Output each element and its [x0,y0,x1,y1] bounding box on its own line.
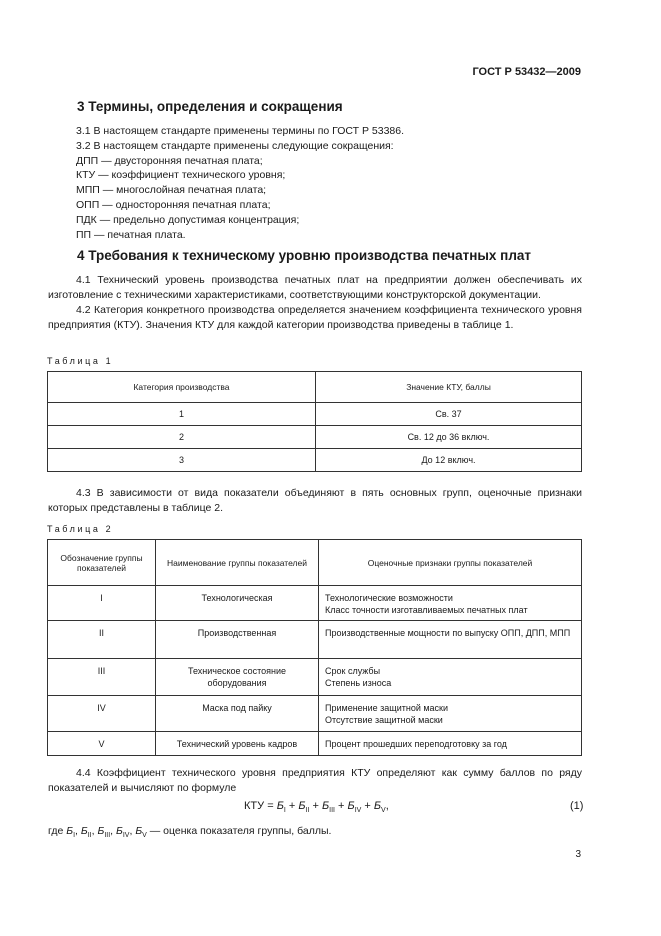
table-header: Оценочные признаки группы показателей [319,540,582,586]
formula-number: (1) [570,800,584,812]
page-number: 3 [575,849,581,860]
table-2-caption: Таблица 2 [47,524,114,534]
section-3-line: ОПП — односторонняя печатная плата; [76,198,271,211]
paragraph-4-3: 4.3 В зависимости от вида показатели объединяют в пять основных групп, оценочные признаки которых представлены в таблице 2. [48,487,582,514]
table-cell: Технологические возможности Класс точности изготавливаемых печатных плат [319,586,582,621]
section-3-line: 3.2 В настоящем стандарте применены следующие сокращения: [76,139,394,152]
paragraph-4-2: 4.2 Категория конкретного производства определяется значением коэффициента технического уровня предприятия (КТУ). Значения КТУ для каждой категории производства приведены в таблице 1. [48,304,582,331]
table-row [48,696,582,732]
table-row [48,403,582,426]
section-3-line: 3.1 В настоящем стандарте применены термины по ГОСТ Р 53386. [76,125,405,137]
formula-expression: КТУ = $Б_I + Б_{II} + Б_{III} + Б_{IV} + Б_V$, [244,800,389,815]
table-cell: Технический уровень кадров [156,732,319,756]
table-cell: Технологическая [156,586,319,621]
section-3-title: 3 Термины, определения и сокращения [77,99,343,114]
table-cell: V [48,732,156,756]
table-cell: Св. 12 до 36 включ. [316,426,582,449]
table-1 [47,371,582,472]
section-4-title: 4 Требования к техническому уровню производства печатных плат [77,248,532,263]
table-header: Категория производства [48,372,316,403]
table-row [48,426,582,449]
section-3-line: ПДК — предельно допустимая концентрация; [76,213,300,226]
table-cell: Производственная [156,621,319,659]
section-3-line: МПП — многослойная печатная плата; [76,184,267,197]
table-row [48,586,582,621]
table-cell: 3 [48,449,316,472]
standard-header: ГОСТ Р 53432—2009 [472,66,581,78]
table-cell: Производственные мощности по выпуску ОПП, ДПП, МПП [319,621,582,659]
table-cell: 2 [48,426,316,449]
table-cell: Применение защитной маски Отсутствие защитной маски [319,696,582,732]
formula-legend: где $Б_I$, $Б_{II}$, $Б_{III}$, $Б_{IV}$, $Б_V$ — оценка показателя группы, баллы. [48,825,332,840]
table-2 [47,539,582,756]
table-header: Значение КТУ, баллы [316,372,582,403]
table-cell: Техническое состояние оборудования [156,659,319,696]
table-cell: I [48,586,156,621]
table-cell: Маска под пайку [156,696,319,732]
table-cell: 1 [48,403,316,426]
section-3-line: КТУ — коэффициент технического уровня; [76,169,286,182]
table-cell: Срок службы Степень износа [319,659,582,696]
paragraph-4-4: 4.4 Коэффициент технического уровня предприятия КТУ определяют как сумму баллов по ряду показателей и вычисляют по формуле [48,767,582,794]
section-3-line: ПП — печатная плата. [76,228,186,241]
table-cell: IV [48,696,156,732]
table-row [48,659,582,696]
table-1-caption: Таблица 1 [47,356,114,366]
table-cell: Процент прошедших переподготовку за год [319,732,582,756]
table-cell: III [48,659,156,696]
table-row [48,449,582,472]
table-cell: Св. 37 [316,403,582,426]
section-3-line: ДПП — двусторонняя печатная плата; [76,154,263,167]
table-cell: До 12 включ. [316,449,582,472]
table-row [48,732,582,756]
table-header: Наименование группы показателей [156,540,319,586]
section-3-lines [76,124,404,242]
table-row [48,621,582,659]
table-cell: II [48,621,156,659]
table-header: Обозначение группы показателей [48,540,156,586]
paragraph-4-1: 4.1 Технический уровень производства печатных плат на предприятии должен обеспечивать их изготовление с техническими характеристиками, соответствующими конструкторской документации. [48,274,582,301]
